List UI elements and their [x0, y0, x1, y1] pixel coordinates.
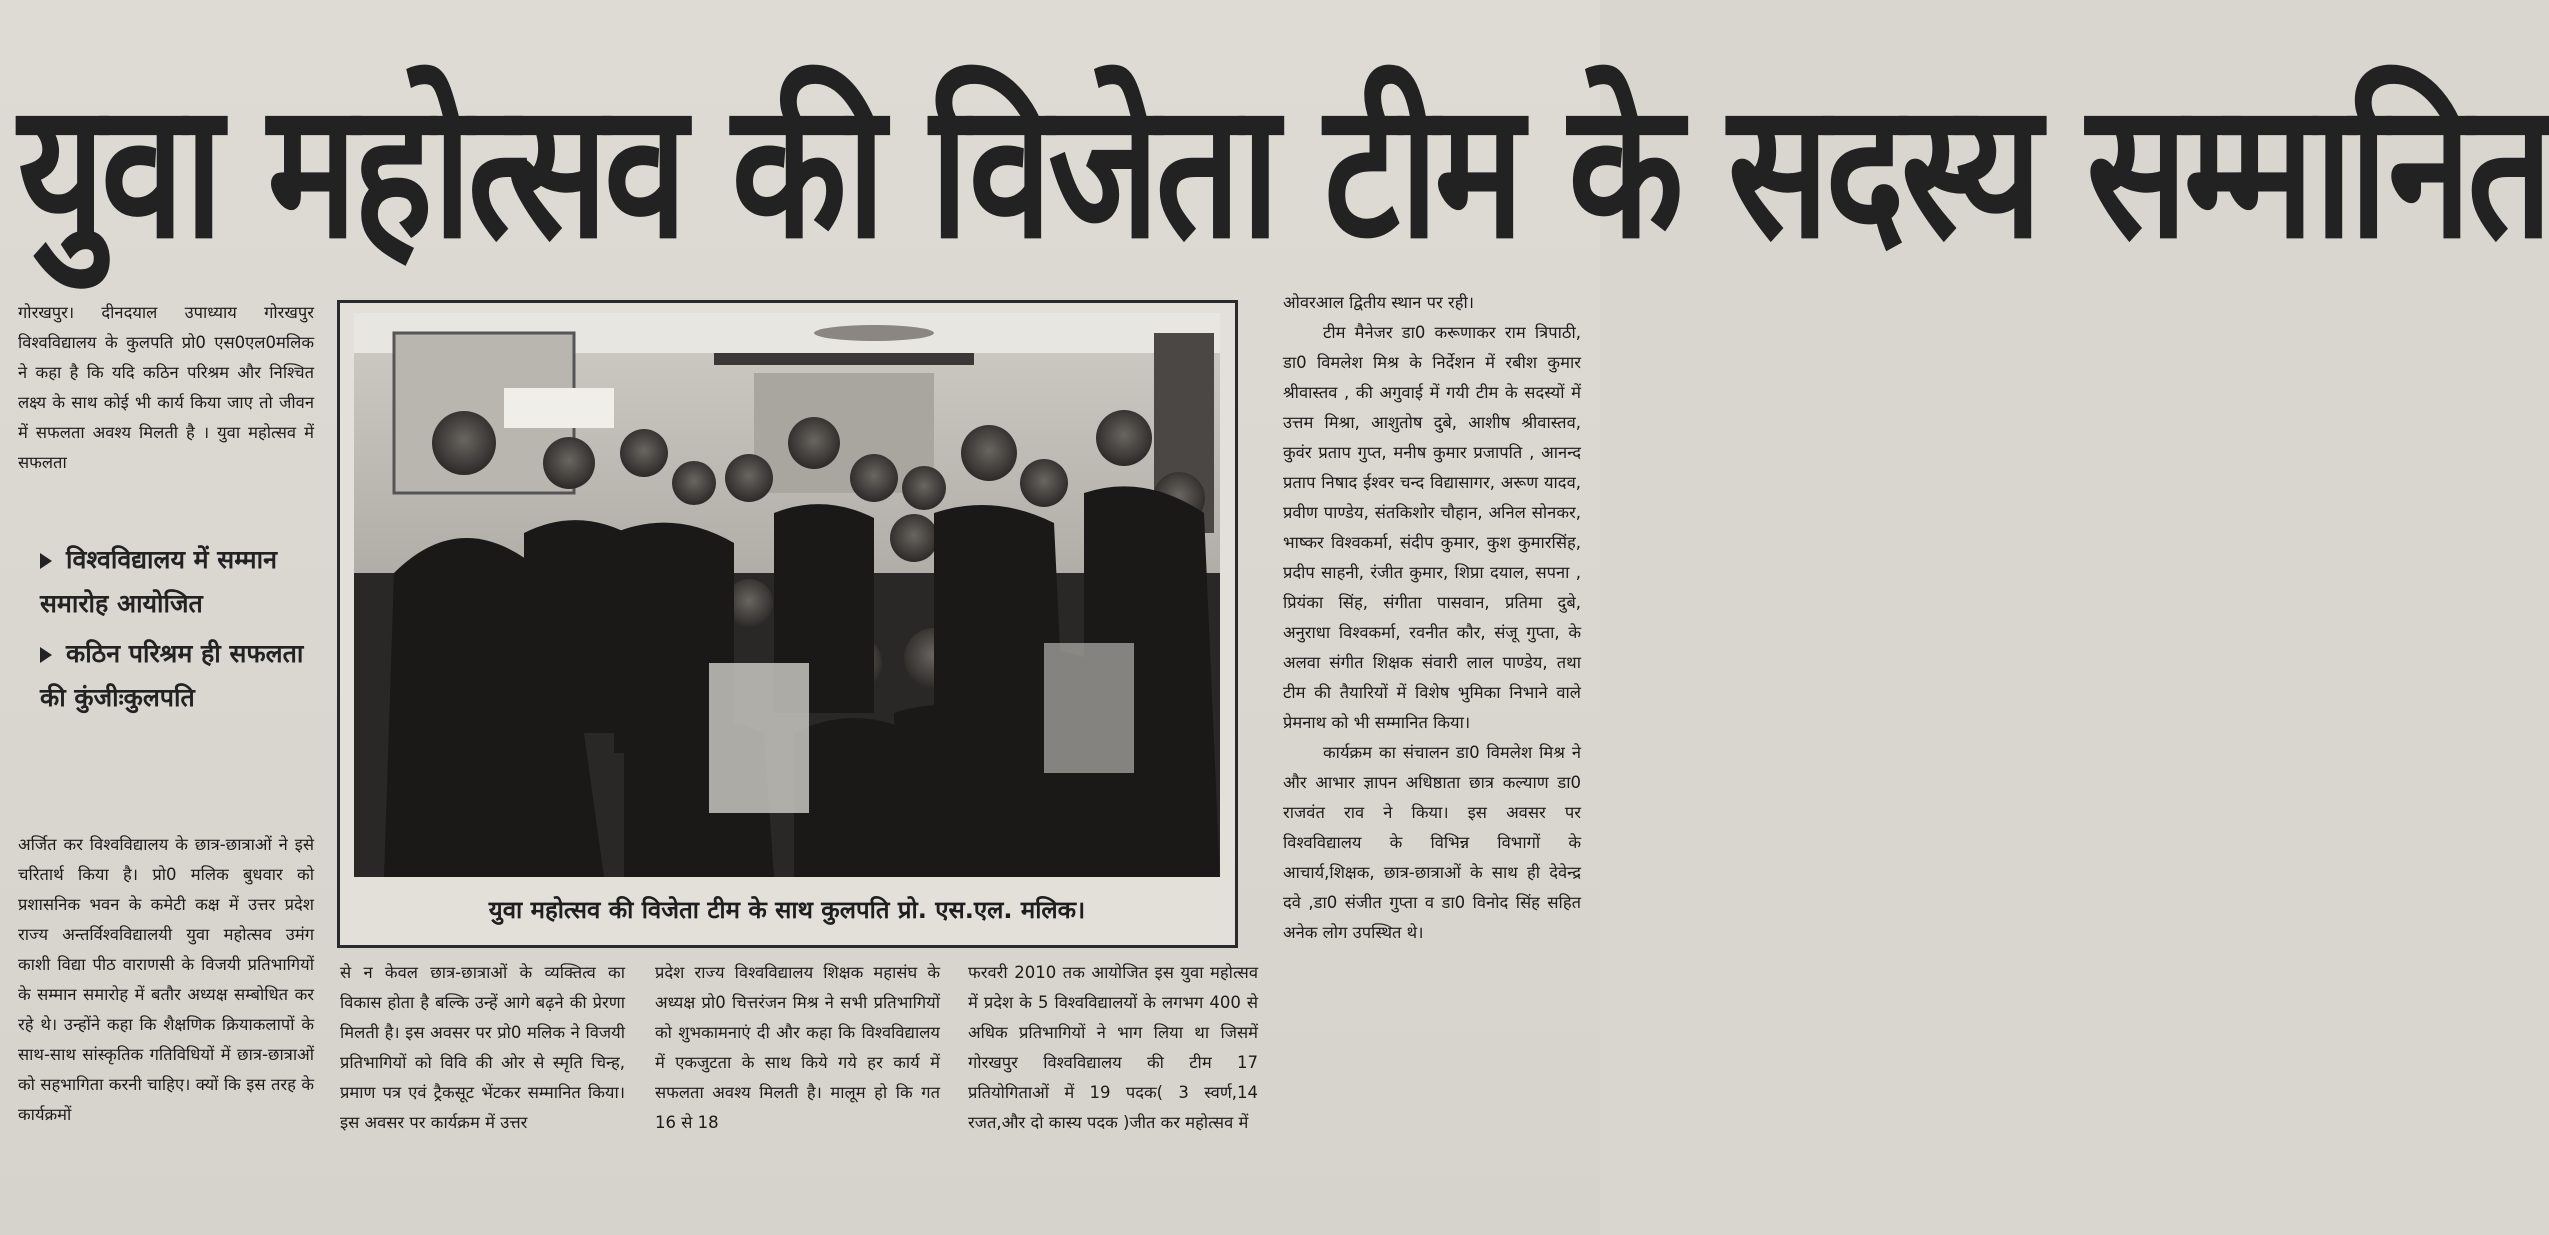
- intro-paragraph: गोरखपुर। दीनदयाल उपाध्याय गोरखपुर विश्वविद्यालय के कुलपति प्रो0 एस0एल0मलिक ने कहा है कि यदि कठिन परिश्रम और निश्चित लक्ष्य के साथ कोई भी कार्य किया जाए तो जीवन में सफलता अवश्य मिलती है । युवा महोत्सव में सफलता: [18, 303, 314, 472]
- triangle-bullet-icon: [40, 553, 52, 569]
- bullet-text: विश्वविद्यालय में सम्मान समारोह आयोजित: [40, 545, 277, 618]
- bullet-item: [40, 538, 320, 626]
- column-paragraph: टीम मैनेजर डा0 करूणाकर राम त्रिपाठी, डा0 विमलेश मिश्र के निर्देशन में रबीश कुमार श्रीवास्तव , की अगुवाई में गयी टीम के सदस्यों में उत्तम मिश्रा, आशुतोष दुबे, आशीष श्रीवास्तव, कुवंर प्रताप गुप्त, मनीष कुमार प्रजापति , आनन्द प्रताप निषाद ईश्वर चन्द विद्यासागर, अरूण यादव, प्रवीण पाण्डेय, संतकिशोर चौहान, अनिल सोनकर, भाष्कर विश्वकर्मा, संदीप कुमार, कुश कुमारसिंह, प्रदीप साहनी, रंजीत कुमार, शिप्रा दयाल, सपना , प्रियंका सिंह, संगीता पासवान, प्रतिमा दुबे, अनुराधा विश्वकर्मा, रवनीत कौर, संजू गुप्ता, के अलवा संगीत शिक्षक संवारी लाल पाण्डेय, तथा टीम की तैयारियों में विशेष भुमिका निभाने वाले प्रेमनाथ को भी सम्मानित किया।: [1283, 323, 1581, 732]
- column-paragraph: से न केवल छात्र-छात्राओं के व्यक्तित्व का विकास होता है बल्कि उन्हें आगे बढ़ने की प्रेरणा मिलती है। इस अवसर पर प्रो0 मलिक ने विजयी प्रतिभागियों को विवि की ओर से स्मृति चिन्ह, प्रमाण पत्र एवं ट्रैकसूट भेंटकर सम्मानित किया। इस अवसर पर कार्यक्रम में उत्तर: [340, 963, 625, 1132]
- article-column-mid-1: [340, 958, 625, 1220]
- article-intro: [18, 298, 314, 518]
- photo-box: [337, 300, 1238, 948]
- column-paragraph: प्रदेश राज्य विश्वविद्यालय शिक्षक महासंघ के अध्यक्ष प्रो0 चित्तरंजन मिश्र ने सभी प्रतिभागियों को शुभकामनाएं दी और कहा कि विश्वविद्यालय में एकजुटता के साथ किये गये हर कार्य में सफलता अवश्य मिलती है। मालूम हो कि गत 16 से 18: [655, 963, 940, 1132]
- group-photo: [354, 313, 1220, 877]
- bullet-item: [40, 632, 320, 720]
- photo-caption: युवा महोत्सव की विजेता टीम के साथ कुलपति प्रो. एस.एल. मलिक।: [488, 896, 1086, 924]
- column-paragraph: ओवरआल द्वितीय स्थान पर रही।: [1283, 293, 1475, 312]
- article-column-mid-3: [968, 958, 1258, 1220]
- article-column-mid-2: [655, 958, 940, 1220]
- group-photo-image: [354, 313, 1220, 877]
- column-paragraph: कार्यक्रम का संचालन डा0 विमलेश मिश्र ने और आभार ज्ञापन अधिष्ठाता छात्र कल्याण डा0 राजवंत राव ने किया। इस अवसर पर विश्वविद्यालय के विभिन्न विभागों के आचार्य,शिक्षक, छात्र-छात्राओं के साथ ही देवेन्द्र दवे ,डा0 संजीत गुप्ता व डा0 विनोद सिंह सहित अनेक लोग उपस्थित थे।: [1283, 743, 1581, 942]
- triangle-bullet-icon: [40, 647, 52, 663]
- column-paragraph: अर्जित कर विश्वविद्यालय के छात्र-छात्राओं ने इसे चरितार्थ किया है। प्रो0 मलिक बुधवार को प्रशासनिक भवन के कमेटी कक्ष में उत्तर प्रदेश राज्य अन्तर्विश्वविद्यालयी युवा महोत्सव उमंग काशी विद्या पीठ वाराणसी के विजयी प्रतिभागियों के सम्मान समारोह में बतौर अध्यक्ष सम्बोधित कर रहे थे। उन्होंने कहा कि शैक्षणिक क्रियाकलापों के साथ-साथ सांस्कृतिक गतिविधियों में छात्र-छात्राओं को सहभागिता करनी चाहिए। क्यों कि इस तरह के कार्यक्रमों: [18, 835, 314, 1124]
- column-paragraph: फरवरी 2010 तक आयोजित इस युवा महोत्सव में प्रदेश के 5 विश्वविद्यालयों के लगभग 400 से अधिक प्रतिभागियों ने भाग लिया था जिसमें गोरखपुर विश्वविद्यालय की टीम 17 प्रतियोगिताओं में 19 पदक( 3 स्वर्ण,14 रजत,और दो कास्य पदक )जीत कर महोत्सव में: [968, 963, 1258, 1132]
- bullet-text: कठिन परिश्रम ही सफलता की कुंजीःकुलपति: [40, 639, 304, 712]
- article-column-left: [18, 830, 314, 1215]
- article-column-right: [1283, 288, 1581, 1218]
- headline: युवा महोत्सव की विजेता टीम के सदस्य सम्मानित: [18, 63, 2549, 281]
- highlight-bullets: [40, 538, 320, 828]
